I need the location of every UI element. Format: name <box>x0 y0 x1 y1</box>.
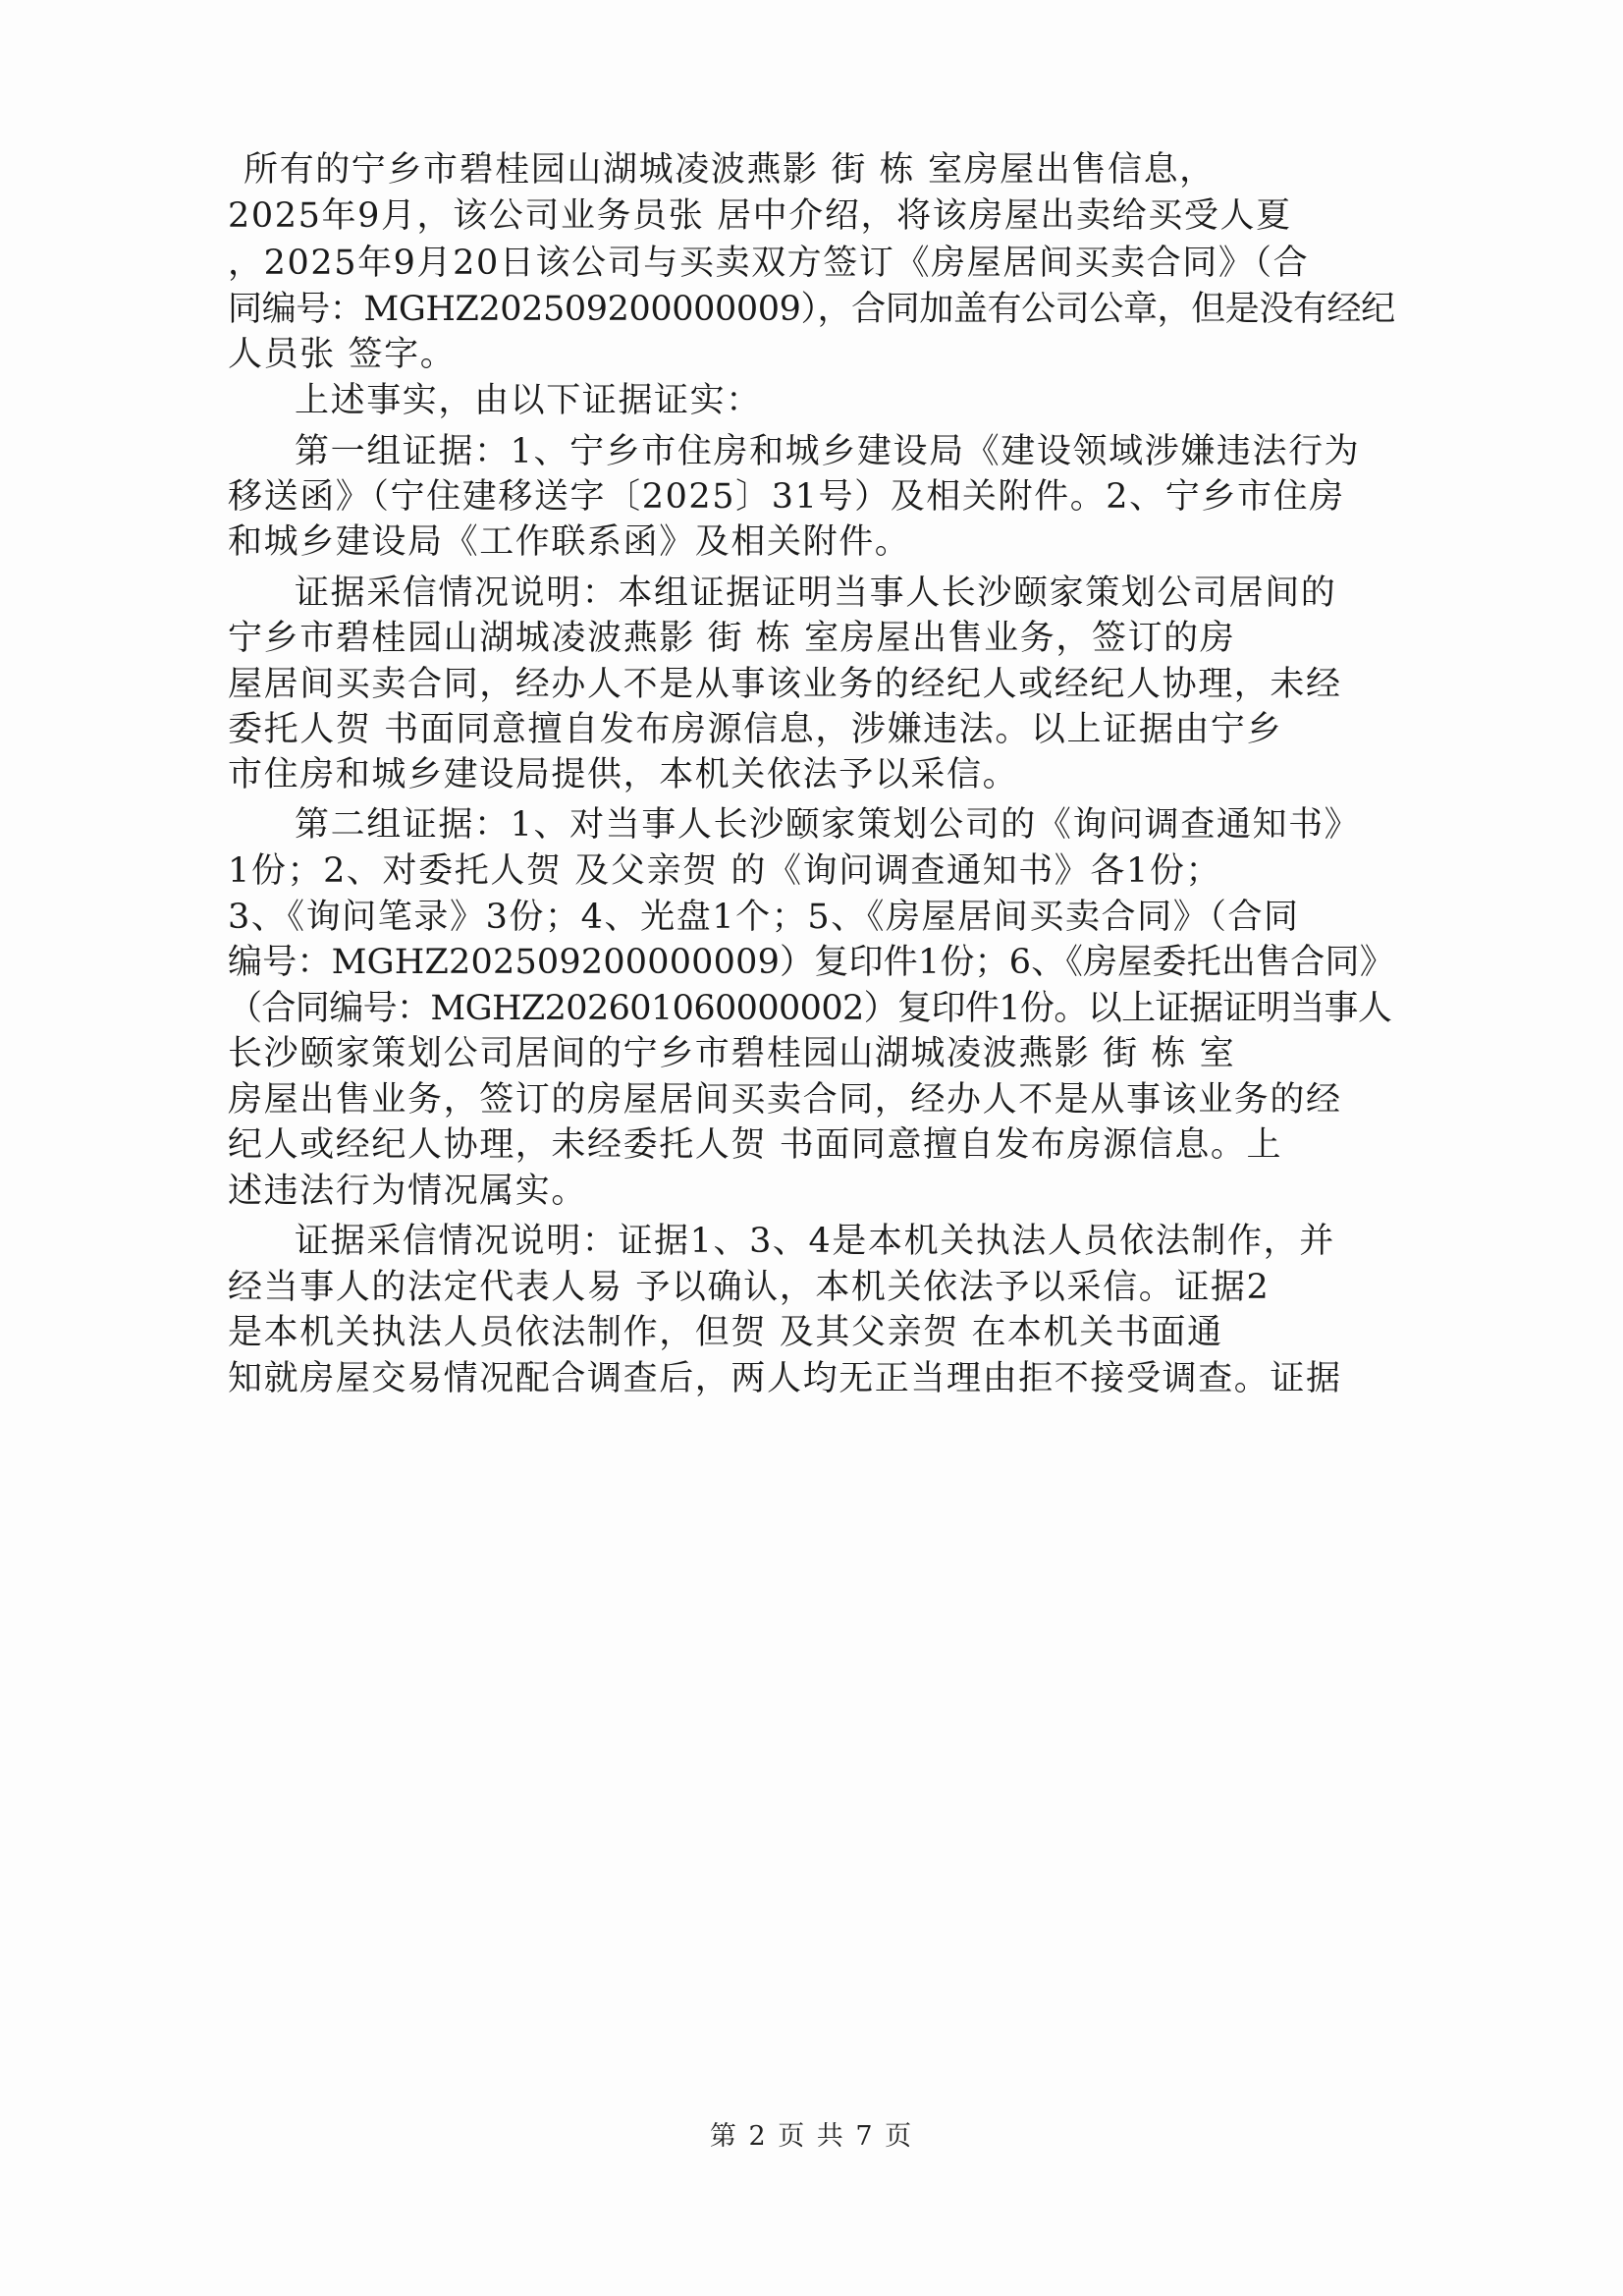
text-line: 述违法行为情况属实。 <box>228 1172 588 1211</box>
text-line: 第一组证据：1、宁乡市住房和城乡建设局《建设领域涉嫌违法行为 <box>295 432 1361 471</box>
text-line: 同编号：MGHZ202509200000009），合同加盖有公司公章，但是没有经纪 <box>228 290 1395 329</box>
text-line: 移送函》（宁住建移送字〔2025〕31号）及相关附件。2、宁乡市住房 <box>228 477 1345 517</box>
text-line: 知就房屋交易情况配合调查后，两人均无正当理由拒不接受调查。证据 <box>228 1359 1342 1398</box>
text-line: 委托人贺 书面同意擅自发布房源信息，涉嫌违法。以上证据由宁乡 <box>228 710 1283 749</box>
text-line: 和城乡建设局《工作联系函》及相关附件。 <box>228 522 911 562</box>
text-line: 长沙颐家策划公司居间的宁乡市碧桂园山湖城凌波燕影 街 栋 室 <box>228 1034 1236 1073</box>
text-line: 编号：MGHZ202509200000009）复印件1份；6、《房屋委托出售合同》 <box>228 943 1394 982</box>
text-line: 所有的宁乡市碧桂园山湖城凌波燕影 街 栋 室房屋出售信息， <box>243 150 1216 190</box>
text-line: 上述事实，由以下证据证实： <box>295 381 762 420</box>
text-line: 2025年9月，该公司业务员张 居中介绍，将该房屋出卖给买受人夏 <box>228 196 1292 236</box>
text-line: 市住房和城乡建设局提供，本机关依法予以采信。 <box>228 755 1019 794</box>
text-line: 第二组证据：1、对当事人长沙颐家策划公司的《询问调查通知书》 <box>295 805 1361 845</box>
text-line: 人员张 签字。 <box>228 335 457 374</box>
text-line: （合同编号：MGHZ202601060000002）复印件1份。以上证据证明当事人 <box>228 989 1392 1028</box>
text-line: 宁乡市碧桂园山湖城凌波燕影 街 栋 室房屋出售业务，签订的房 <box>228 619 1236 658</box>
page-number: 第 2 页 共 7 页 <box>709 2121 914 2152</box>
text-line: ，2025年9月20日该公司与买卖双方签订《房屋居间买卖合同》（合 <box>228 244 1310 283</box>
text-line: 纪人或经纪人协理，未经委托人贺 书面同意擅自发布房源信息。上 <box>228 1125 1283 1165</box>
text-line: 是本机关执法人员依法制作，但贺 及其父亲贺 在本机关书面通 <box>228 1313 1223 1352</box>
text-line: 3、《询问笔录》3份；4、光盘1个；5、《房屋居间买卖合同》（合同 <box>228 898 1300 937</box>
text-line: 屋居间买卖合同，经办人不是从事该业务的经纪人或经纪人协理，未经 <box>228 665 1342 704</box>
text-line: 房屋出售业务，签订的房屋居间买卖合同，经办人不是从事该业务的经 <box>228 1080 1342 1120</box>
text-line: 经当事人的法定代表人易 予以确认，本机关依法予以采信。证据2 <box>228 1268 1271 1307</box>
text-line: 证据采信情况说明：本组证据证明当事人长沙颐家策划公司居间的 <box>295 574 1337 613</box>
text-line: 1份；2、对委托人贺 及父亲贺 的《询问调查通知书》各1份； <box>228 851 1222 891</box>
text-line: 证据采信情况说明：证据1、3、4是本机关执法人员依法制作，并 <box>295 1222 1335 1261</box>
